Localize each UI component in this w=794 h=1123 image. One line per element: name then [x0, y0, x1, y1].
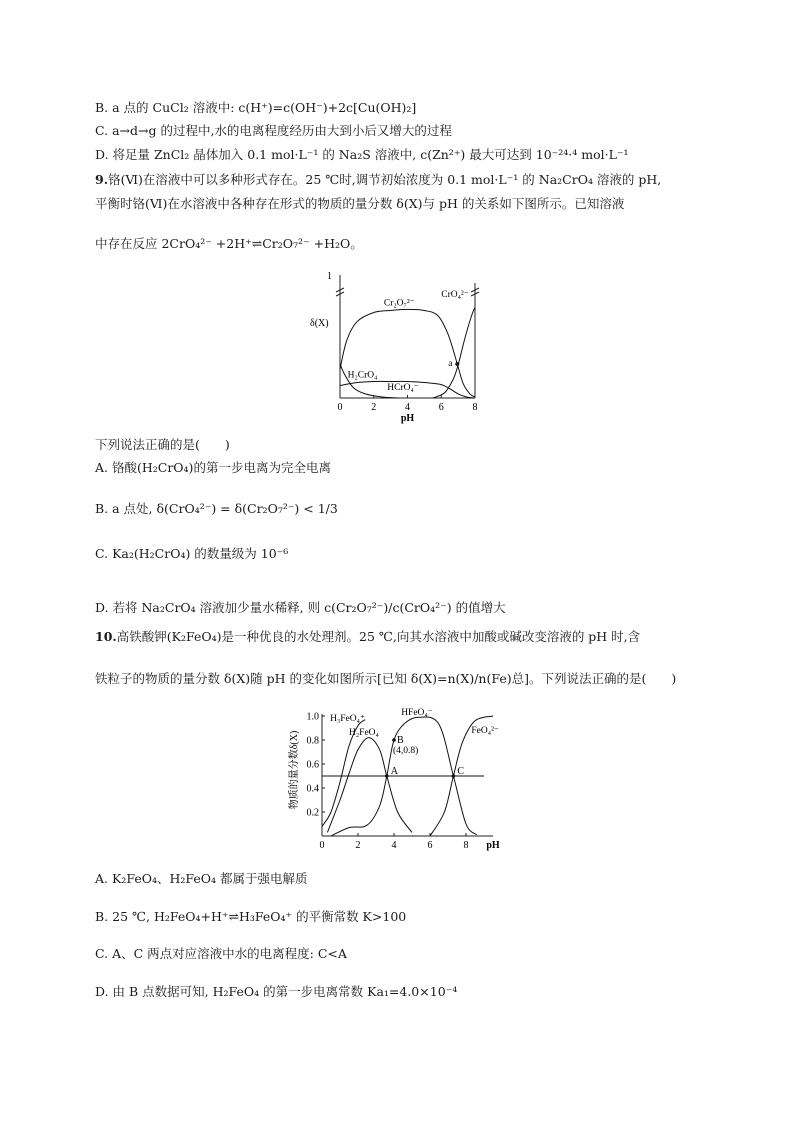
q10-option-d: D. 由 B 点数据可知, H₂FeO₄ 的第一步电离常数 Ka₁=4.0×10⁻⁴	[95, 984, 458, 999]
option-b-prev: B. a 点的 CuCl₂ 溶液中: c(H⁺)=c(OH⁻)+2c[Cu(OH)₂]	[95, 100, 417, 115]
option-d-prev: D. 将足量 ZnCl₂ 晶体加入 0.1 mol·L⁻¹ 的 Na₂S 溶液中, c(Zn²⁺) 最大可达到 10⁻²⁴·⁴ mol·L⁻¹	[95, 147, 629, 162]
y-tick-label: 1	[327, 271, 332, 282]
point-B-label: B	[397, 735, 404, 746]
q9-stem-line1	[95, 171, 661, 189]
x-tick-label: 0	[319, 840, 325, 851]
x-tick-label: 8	[463, 840, 469, 851]
x-tick-label: 8	[472, 402, 478, 413]
q9-option-c: C. Ka₂(H₂CrO₄) 的数量级为 10⁻⁶	[95, 546, 289, 561]
q9-stem-text1: 铬(Ⅵ)在溶液中可以多种形式存在。25 ℃时,调节初始浓度为 0.1 mol·L⁻¹ 的 Na₂CrO₄ 溶液的 pH,	[108, 172, 662, 187]
q9-option-d: D. 若将 Na₂CrO₄ 溶液加少量水稀释, 则 c(Cr₂O₇²⁻)/c(CrO₄²⁻) 的值增大	[95, 600, 506, 615]
q10-number: 10.	[95, 629, 117, 644]
q10-option-a: A. K₂FeO₄、H₂FeO₄ 都属于强电解质	[95, 871, 308, 886]
point-a	[455, 362, 459, 366]
y-axis-label: 物质的量分数δ(X)	[289, 730, 300, 810]
option-c-prev: C. a→d→g 的过程中,水的电离程度经历由大到小后又增大的过程	[95, 123, 452, 138]
point-C	[452, 774, 456, 778]
point-a-label: a	[448, 359, 453, 370]
series-label-0: H₂CrO₄	[347, 370, 378, 381]
y-tick-label: 0.2	[306, 807, 319, 819]
y-tick-label: 0.8	[306, 735, 319, 747]
point-B	[392, 738, 396, 742]
point-B-coords: (4,0.8)	[393, 746, 419, 756]
point-A-label: A	[390, 766, 399, 777]
series-label-2: HFeO₄⁻	[401, 707, 433, 718]
q9-stem-line3: 中存在反应 2CrO₄²⁻ +2H⁺⇌Cr₂O₇²⁻ +H₂O。	[95, 236, 363, 251]
q10-stem-line1	[95, 628, 640, 646]
series-label-3: CrO₄²⁻	[441, 290, 469, 301]
x-tick-label: 4	[391, 840, 397, 851]
x-tick-label: 0	[337, 402, 343, 413]
ferrate-speciation-chart	[285, 700, 525, 862]
x-tick-label: 6	[438, 402, 444, 413]
series-label-2: Cr₂O₇²⁻	[383, 298, 415, 309]
q10-option-b: B. 25 ℃, H₂FeO₄+H⁺⇌H₃FeO₄⁺ 的平衡常数 K>100	[95, 909, 407, 924]
point-A	[385, 774, 389, 778]
y-tick-label: 0.6	[306, 759, 319, 771]
q9-number: 9.	[95, 172, 109, 187]
y-axis-label: δ(X)	[310, 317, 329, 329]
x-axis-label: pH	[486, 840, 500, 851]
x-tick-label: 4	[405, 402, 410, 413]
q10-stem-text1: 高铁酸钾(K₂FeO₄)是一种优良的水处理剂。25 ℃,向其水溶液中加酸或碱改变溶液的 pH 时,含	[116, 629, 641, 644]
series-label-3: FeO₄²⁻	[471, 725, 499, 736]
x-tick-label: 2	[355, 840, 361, 851]
q9-option-b: B. a 点处, δ(CrO₄²⁻) = δ(Cr₂O₇²⁻) < 1/3	[95, 501, 338, 516]
chromium-speciation-chart	[300, 265, 500, 435]
series-label-0: H₃FeO₄⁺	[330, 713, 365, 724]
q9-prompt: 下列说法正确的是( )	[95, 437, 230, 452]
series-label-1: HCrO₄⁻	[387, 382, 419, 393]
x-axis-label: pH	[400, 413, 415, 424]
series-label-1: H₂FeO₄	[349, 728, 379, 739]
x-tick-label: 6	[427, 840, 433, 851]
q9-stem-line2: 平衡时铬(Ⅵ)在水溶液中各种存在形式的物质的量分数 δ(X)与 pH 的关系如下图所示。已知溶液	[95, 196, 625, 211]
y-tick-label: 1.0	[306, 711, 319, 723]
y-tick-label: 0.4	[306, 783, 319, 795]
q10-stem-line2: 铁粒子的物质的量分数 δ(X)随 pH 的变化如图所示[已知 δ(X)=n(X)/n(Fe)总]。下列说法正确的是( )	[95, 671, 677, 686]
q9-option-a: A. 铬酸(H₂CrO₄)的第一步电离为完全电离	[95, 460, 331, 475]
q10-option-c: C. A、C 两点对应溶液中水的电离程度: C<A	[95, 946, 347, 961]
point-C-label: C	[457, 766, 465, 777]
x-tick-label: 2	[371, 402, 377, 413]
